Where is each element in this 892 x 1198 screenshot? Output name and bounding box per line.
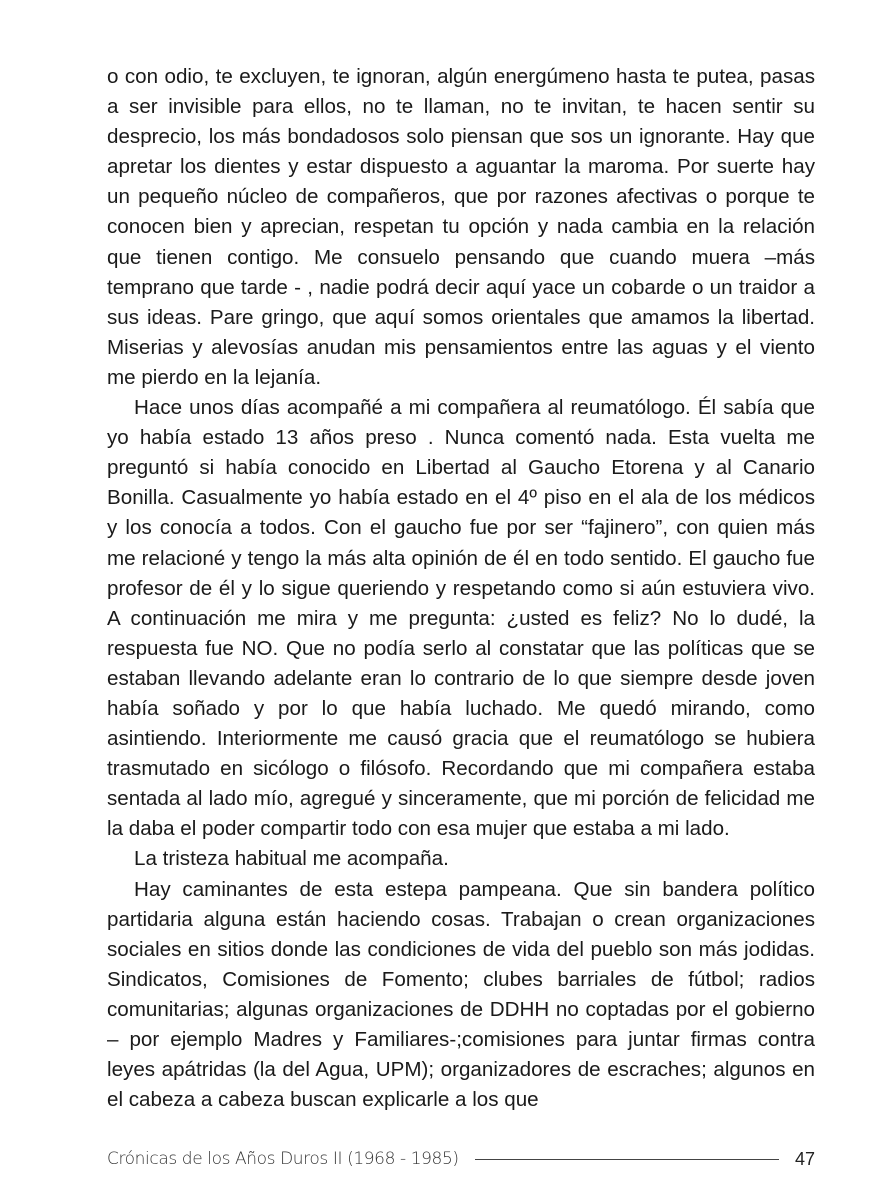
paragraph-1: o con odio, te excluyen, te ignoran, algún energúmeno hasta te putea, pasas a ser invisible para ellos, no te llaman, no te invitan, te hacen sentir su desprecio, los más bondadosos solo piensan que sos un ignorante. Hay que apretar los dientes y estar dispuesto a aguantar la maroma. Por suerte hay un pequeño núcleo de compañeros, que por razones afectivas o porque te conocen bien y aprecian, respetan tu opción y nada cambia en la relación que tienen contigo. Me consuelo pensando que cuando muera –más temprano que tarde - , nadie podrá decir aquí yace un cobarde o un traidor a sus ideas. Pare gringo, que aquí somos orientales que amamos la libertad. Miserias y alevosías anudan mis pensamientos entre las aguas y el viento me pierdo en la lejanía. [107, 65, 815, 389]
body-text [107, 62, 815, 1115]
footer-divider [475, 1159, 779, 1160]
paragraph-4: Hay caminantes de esta estepa pampeana. Que sin bandera político partidaria alguna están haciendo cosas. Trabajan o crean organizaciones sociales en sitios donde las condiciones de vida del pueblo son más jodidas. Sindicatos, Comisiones de Fomento; clubes barriales de fútbol; radios comunitarias; algunas organizaciones de DDHH no coptadas por el gobierno – por ejemplo Madres y Familiares-;comisiones para juntar firmas contra leyes apátridas (la del Agua, UPM); organizadores de escraches; algunos en el cabeza a cabeza buscan explicarle a los que [107, 877, 815, 1112]
page-footer [107, 1146, 815, 1172]
page-number: 47 [794, 1148, 815, 1169]
footer-book-title: Crónicas de los Años Duros II (1968 - 1985) [107, 1149, 459, 1169]
paragraph-3: La tristeza habitual me acompaña. [134, 847, 449, 871]
paragraph-2: Hace unos días acompañé a mi compañera al reumatólogo. Él sabía que yo había estado 13 años preso . Nunca comentó nada. Esta vuelta me preguntó si había conocido en Libertad al Gaucho Etorena y al Canario Bonilla. Casualmente yo había estado en el 4º piso en el ala de los médicos y los conocía a todos. Con el gaucho fue por ser “fajinero”, con quien más me relacioné y tengo la más alta opinión de él en todo sentido. El gaucho fue profesor de él y lo sigue queriendo y respetando como si aún estuviera vivo. A continuación me mira y me pregunta: ¿usted es feliz? No lo dudé, la respuesta fue NO. Que no podía serlo al constatar que las políticas que se estaban llevando adelante eran lo contrario de lo que siempre desde joven había soñado y por lo que había luchado. Me quedó mirando, como asintiendo. Interiormente me causó gracia que el reumatólogo se hubiera trasmutado en sicólogo o filósofo. Recordando que mi compañera estaba sentada al lado mío, agregué y sinceramente, que mi porción de felicidad me la daba el poder compartir todo con esa mujer que estaba a mi lado. [107, 396, 815, 841]
